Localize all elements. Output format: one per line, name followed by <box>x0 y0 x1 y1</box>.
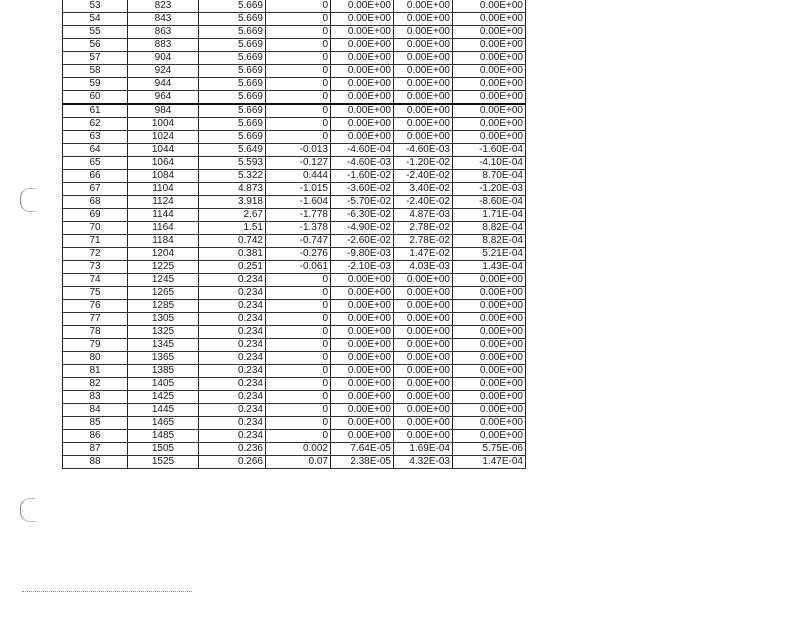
table-cell: 0.00E+00 <box>331 430 394 443</box>
table-cell: 1425 <box>128 391 199 404</box>
table-cell: 0.00E+00 <box>453 13 526 26</box>
table-row <box>63 144 526 157</box>
table-cell: 1184 <box>128 235 199 248</box>
table-cell: 0.00E+00 <box>394 404 453 417</box>
table-cell: 0 <box>266 365 331 378</box>
table-cell: 86 <box>63 430 128 443</box>
table-cell: 82 <box>63 378 128 391</box>
table-cell: 5.669 <box>199 26 266 39</box>
table-cell: 0.00E+00 <box>331 378 394 391</box>
table-cell: -1.378 <box>266 222 331 235</box>
table-cell: 1084 <box>128 170 199 183</box>
table-cell: 0 <box>266 78 331 91</box>
table-cell: 964 <box>128 91 199 105</box>
table-cell: 0.00E+00 <box>394 430 453 443</box>
table-cell: 0.00E+00 <box>394 13 453 26</box>
table-cell: 0 <box>266 274 331 287</box>
table-row <box>63 39 526 52</box>
table-cell: 5.669 <box>199 52 266 65</box>
table-cell: 0.00E+00 <box>453 0 526 13</box>
table-cell: 0.00E+00 <box>331 26 394 39</box>
table-cell: 0 <box>266 300 331 313</box>
table-row <box>63 404 526 417</box>
table-cell: 984 <box>128 104 199 118</box>
table-cell: 0.00E+00 <box>394 417 453 430</box>
table-row <box>63 13 526 26</box>
table-row <box>63 300 526 313</box>
table-cell: 1064 <box>128 157 199 170</box>
table-cell: 78 <box>63 326 128 339</box>
table-row <box>63 131 526 144</box>
table-cell: 5.669 <box>199 91 266 105</box>
table-row <box>63 26 526 39</box>
table-row <box>63 287 526 300</box>
table-cell: 5.669 <box>199 78 266 91</box>
table-cell: 5.669 <box>199 13 266 26</box>
table-cell: 67 <box>63 183 128 196</box>
table-cell: 0.266 <box>199 456 266 469</box>
table-cell: 69 <box>63 209 128 222</box>
table-cell: 0.236 <box>199 443 266 456</box>
table-cell: 0.234 <box>199 274 266 287</box>
table-cell: 70 <box>63 222 128 235</box>
table-cell: 0.00E+00 <box>331 39 394 52</box>
table-cell: 0.00E+00 <box>331 104 394 118</box>
table-cell: 0.234 <box>199 430 266 443</box>
table-cell: 71 <box>63 235 128 248</box>
table-cell: 0.00E+00 <box>453 365 526 378</box>
table-cell: 60 <box>63 91 128 105</box>
table-cell: 0.444 <box>266 170 331 183</box>
table-cell: 5.21E-04 <box>453 248 526 261</box>
table-cell: 0.00E+00 <box>453 91 526 105</box>
table-cell: 0.00E+00 <box>394 0 453 13</box>
table-cell: 0.00E+00 <box>331 365 394 378</box>
table-cell: 1.69E-04 <box>394 443 453 456</box>
table-cell: -4.90E-02 <box>331 222 394 235</box>
table-cell: 5.669 <box>199 131 266 144</box>
table-cell: 0.00E+00 <box>331 0 394 13</box>
table-cell: 74 <box>63 274 128 287</box>
table-cell: -1.604 <box>266 196 331 209</box>
table-cell: 0.00E+00 <box>331 417 394 430</box>
table-cell: 7.64E-05 <box>331 443 394 456</box>
table-row <box>63 352 526 365</box>
table-cell: -0.127 <box>266 157 331 170</box>
table-cell: 54 <box>63 13 128 26</box>
table-row <box>63 52 526 65</box>
table-cell: 76 <box>63 300 128 313</box>
table-cell: 0 <box>266 118 331 131</box>
table-row <box>63 222 526 235</box>
table-cell: 87 <box>63 443 128 456</box>
table-cell: 1.71E-04 <box>453 209 526 222</box>
table-cell: 0 <box>266 430 331 443</box>
table-cell: 1525 <box>128 456 199 469</box>
table-cell: 3.40E-02 <box>394 183 453 196</box>
table-cell: 1004 <box>128 118 199 131</box>
table-cell: -2.10E-03 <box>331 261 394 274</box>
table-cell: 63 <box>63 131 128 144</box>
table-cell: 4.32E-03 <box>394 456 453 469</box>
table-cell: 0.00E+00 <box>331 352 394 365</box>
table-cell: 0.234 <box>199 287 266 300</box>
table-cell: 0.002 <box>266 443 331 456</box>
table-cell: 1365 <box>128 352 199 365</box>
table-cell: 0.00E+00 <box>331 404 394 417</box>
table-cell: 2.67 <box>199 209 266 222</box>
table-row <box>63 209 526 222</box>
table-cell: 0.251 <box>199 261 266 274</box>
table-cell: 85 <box>63 417 128 430</box>
table-cell: 0.00E+00 <box>394 39 453 52</box>
table-cell: -2.40E-02 <box>394 196 453 209</box>
table-cell: 0 <box>266 0 331 13</box>
data-table <box>62 0 526 469</box>
table-cell: 0.00E+00 <box>453 378 526 391</box>
table-cell: 1485 <box>128 430 199 443</box>
table-cell: 0.00E+00 <box>394 339 453 352</box>
table-cell: 8.82E-04 <box>453 235 526 248</box>
table-cell: 0.00E+00 <box>453 404 526 417</box>
table-cell: 0 <box>266 287 331 300</box>
table-cell: 0.00E+00 <box>453 118 526 131</box>
table-cell: -5.70E-02 <box>331 196 394 209</box>
table-cell: 1.47E-02 <box>394 248 453 261</box>
table-cell: 1104 <box>128 183 199 196</box>
table-cell: 0.00E+00 <box>453 417 526 430</box>
table-cell: 1124 <box>128 196 199 209</box>
table-cell: 0 <box>266 352 331 365</box>
table-cell: 5.649 <box>199 144 266 157</box>
table-row <box>63 183 526 196</box>
table-cell: 0.00E+00 <box>331 91 394 105</box>
table-cell: 0.234 <box>199 404 266 417</box>
table-cell: 0.00E+00 <box>453 391 526 404</box>
table-cell: 84 <box>63 404 128 417</box>
table-row <box>63 196 526 209</box>
table-cell: -8.60E-04 <box>453 196 526 209</box>
table-cell: -4.60E-04 <box>331 144 394 157</box>
table-cell: 0.742 <box>199 235 266 248</box>
table-cell: 0.00E+00 <box>453 339 526 352</box>
table-cell: 55 <box>63 26 128 39</box>
table-cell: 0 <box>266 26 331 39</box>
table-cell: -1.60E-04 <box>453 144 526 157</box>
table-cell: 0.234 <box>199 417 266 430</box>
table-cell: 5.669 <box>199 39 266 52</box>
table-cell: 883 <box>128 39 199 52</box>
table-row <box>63 104 526 118</box>
table-cell: 4.03E-03 <box>394 261 453 274</box>
table-cell: 5.669 <box>199 65 266 78</box>
table-row <box>63 274 526 287</box>
table-cell: 0 <box>266 326 331 339</box>
table-cell: 64 <box>63 144 128 157</box>
table-cell: 0.00E+00 <box>453 300 526 313</box>
table-cell: 1204 <box>128 248 199 261</box>
table-cell: 1405 <box>128 378 199 391</box>
table-cell: 66 <box>63 170 128 183</box>
table-cell: 0.234 <box>199 300 266 313</box>
table-cell: 0.00E+00 <box>453 78 526 91</box>
table-cell: 1305 <box>128 313 199 326</box>
table-cell: 0.00E+00 <box>453 274 526 287</box>
table-cell: 0 <box>266 313 331 326</box>
table-cell: 0.00E+00 <box>453 326 526 339</box>
table-cell: 1245 <box>128 274 199 287</box>
table-cell: 0.00E+00 <box>394 78 453 91</box>
table-row <box>63 65 526 78</box>
table-cell: 5.322 <box>199 170 266 183</box>
table-cell: 0 <box>266 391 331 404</box>
table-cell: 0.00E+00 <box>394 274 453 287</box>
table-cell: 73 <box>63 261 128 274</box>
table-cell: 0.07 <box>266 456 331 469</box>
table-cell: 72 <box>63 248 128 261</box>
table-cell: 1285 <box>128 300 199 313</box>
table-cell: 1505 <box>128 443 199 456</box>
table-cell: 1.47E-04 <box>453 456 526 469</box>
table-cell: 0.00E+00 <box>453 26 526 39</box>
table-cell: 1044 <box>128 144 199 157</box>
table-cell: 61 <box>63 104 128 118</box>
margin-bracket-mark <box>20 188 35 212</box>
table-cell: 0.234 <box>199 365 266 378</box>
table-row <box>63 443 526 456</box>
table-cell: 0.00E+00 <box>331 274 394 287</box>
table-cell: 0 <box>266 404 331 417</box>
table-row <box>63 326 526 339</box>
table-cell: 0.00E+00 <box>394 378 453 391</box>
table-cell: 924 <box>128 65 199 78</box>
scan-noise-line <box>22 591 192 593</box>
table-row <box>63 339 526 352</box>
table-cell: 0.00E+00 <box>331 131 394 144</box>
table-cell: 0 <box>266 104 331 118</box>
table-cell: 1225 <box>128 261 199 274</box>
table-cell: 0.00E+00 <box>331 65 394 78</box>
table-cell: -4.60E-03 <box>331 157 394 170</box>
table-cell: 0.00E+00 <box>453 104 526 118</box>
table-cell: -6.30E-02 <box>331 209 394 222</box>
table-cell: 0 <box>266 339 331 352</box>
table-cell: 0.234 <box>199 339 266 352</box>
table-row <box>63 91 526 105</box>
table-cell: 5.669 <box>199 0 266 13</box>
table-cell: 843 <box>128 13 199 26</box>
table-cell: -2.60E-02 <box>331 235 394 248</box>
table-cell: 1164 <box>128 222 199 235</box>
table-cell: -1.015 <box>266 183 331 196</box>
table-cell: 0.00E+00 <box>331 391 394 404</box>
table-cell: 904 <box>128 52 199 65</box>
table-cell: 88 <box>63 456 128 469</box>
table-cell: 0.00E+00 <box>331 118 394 131</box>
table-cell: 56 <box>63 39 128 52</box>
table-cell: 1465 <box>128 417 199 430</box>
table-cell: -9.80E-03 <box>331 248 394 261</box>
table-cell: 0.00E+00 <box>453 65 526 78</box>
table-cell: -3.60E-02 <box>331 183 394 196</box>
table-cell: 0.00E+00 <box>453 52 526 65</box>
table-row <box>63 456 526 469</box>
table-cell: 0.00E+00 <box>394 26 453 39</box>
table-cell: 5.75E-06 <box>453 443 526 456</box>
table-cell: 0.234 <box>199 391 266 404</box>
table-row <box>63 313 526 326</box>
table-cell: 0.234 <box>199 378 266 391</box>
table-cell: 75 <box>63 287 128 300</box>
table-row <box>63 365 526 378</box>
table-cell: 4.873 <box>199 183 266 196</box>
table-cell: -1.60E-02 <box>331 170 394 183</box>
table-cell: 0.00E+00 <box>394 365 453 378</box>
table-cell: 0.00E+00 <box>331 52 394 65</box>
table-cell: 81 <box>63 365 128 378</box>
table-cell: 0.00E+00 <box>331 287 394 300</box>
table-cell: 0.00E+00 <box>394 52 453 65</box>
table-cell: 0.381 <box>199 248 266 261</box>
table-cell: 83 <box>63 391 128 404</box>
table-cell: 0.00E+00 <box>331 313 394 326</box>
table-cell: 0.00E+00 <box>394 391 453 404</box>
margin-bracket-mark <box>20 498 35 522</box>
table-cell: 8.70E-04 <box>453 170 526 183</box>
table-cell: -4.10E-04 <box>453 157 526 170</box>
table-cell: 0.00E+00 <box>453 352 526 365</box>
table-cell: -0.276 <box>266 248 331 261</box>
table-cell: 1144 <box>128 209 199 222</box>
table-cell: 79 <box>63 339 128 352</box>
table-cell: 0 <box>266 131 331 144</box>
table-cell: -1.778 <box>266 209 331 222</box>
table-cell: -0.013 <box>266 144 331 157</box>
table-cell: 0.234 <box>199 352 266 365</box>
table-cell: 2.78E-02 <box>394 235 453 248</box>
table-cell: 0.00E+00 <box>394 65 453 78</box>
table-cell: 0 <box>266 39 331 52</box>
table-cell: 0.00E+00 <box>394 131 453 144</box>
table-cell: -1.20E-02 <box>394 157 453 170</box>
table-cell: 823 <box>128 0 199 13</box>
table-cell: 0.00E+00 <box>394 313 453 326</box>
table-cell: -4.60E-03 <box>394 144 453 157</box>
table-cell: 0.00E+00 <box>331 13 394 26</box>
table-row <box>63 157 526 170</box>
table-cell: 77 <box>63 313 128 326</box>
table-cell: 0.00E+00 <box>394 352 453 365</box>
table-cell: 1385 <box>128 365 199 378</box>
table-body <box>63 0 526 469</box>
table-cell: 0.00E+00 <box>394 300 453 313</box>
table-cell: 53 <box>63 0 128 13</box>
table-cell: 0.00E+00 <box>394 326 453 339</box>
table-cell: 68 <box>63 196 128 209</box>
table-cell: 0.00E+00 <box>331 326 394 339</box>
table-cell: 1345 <box>128 339 199 352</box>
table-cell: 58 <box>63 65 128 78</box>
table-cell: 944 <box>128 78 199 91</box>
table-cell: 0.234 <box>199 326 266 339</box>
table-cell: 0.00E+00 <box>394 91 453 105</box>
table-cell: 0.00E+00 <box>453 313 526 326</box>
table-cell: -0.061 <box>266 261 331 274</box>
table-cell: 0 <box>266 378 331 391</box>
table-cell: 59 <box>63 78 128 91</box>
table-cell: 5.669 <box>199 104 266 118</box>
table-cell: 65 <box>63 157 128 170</box>
table-cell: 57 <box>63 52 128 65</box>
table-row <box>63 78 526 91</box>
table-cell: 5.669 <box>199 118 266 131</box>
table-row <box>63 0 526 13</box>
table-cell: 1.43E-04 <box>453 261 526 274</box>
table-cell: 0.00E+00 <box>453 39 526 52</box>
table-row <box>63 170 526 183</box>
table-row <box>63 391 526 404</box>
table-cell: 0 <box>266 91 331 105</box>
table-cell: 0.00E+00 <box>453 430 526 443</box>
table-cell: -1.20E-03 <box>453 183 526 196</box>
table-cell: 0.00E+00 <box>331 300 394 313</box>
table-cell: 0 <box>266 417 331 430</box>
table-cell: 62 <box>63 118 128 131</box>
table-cell: 0.234 <box>199 313 266 326</box>
table-cell: 0.00E+00 <box>453 287 526 300</box>
table-cell: 0 <box>266 13 331 26</box>
table-cell: 1265 <box>128 287 199 300</box>
table-cell: 1024 <box>128 131 199 144</box>
table-cell: 5.593 <box>199 157 266 170</box>
table-cell: 4.87E-03 <box>394 209 453 222</box>
table-row <box>63 248 526 261</box>
table-row <box>63 118 526 131</box>
table-cell: 0 <box>266 52 331 65</box>
table-cell: 1325 <box>128 326 199 339</box>
table-row <box>63 378 526 391</box>
table-cell: 863 <box>128 26 199 39</box>
table-cell: 0.00E+00 <box>394 104 453 118</box>
table-cell: 2.38E-05 <box>331 456 394 469</box>
table-cell: 1445 <box>128 404 199 417</box>
table-cell: 2.78E-02 <box>394 222 453 235</box>
table-cell: 3.918 <box>199 196 266 209</box>
table-cell: -0.747 <box>266 235 331 248</box>
table-cell: 0.00E+00 <box>331 339 394 352</box>
table-row <box>63 417 526 430</box>
table-cell: 80 <box>63 352 128 365</box>
table-cell: -2.40E-02 <box>394 170 453 183</box>
table-cell: 0.00E+00 <box>394 118 453 131</box>
table-row <box>63 261 526 274</box>
table-cell: 0.00E+00 <box>394 287 453 300</box>
table-cell: 0 <box>266 65 331 78</box>
table-row <box>63 430 526 443</box>
table-cell: 0.00E+00 <box>331 78 394 91</box>
table-cell: 1.51 <box>199 222 266 235</box>
table-cell: 8.82E-04 <box>453 222 526 235</box>
table-cell: 0.00E+00 <box>453 131 526 144</box>
table-row <box>63 235 526 248</box>
